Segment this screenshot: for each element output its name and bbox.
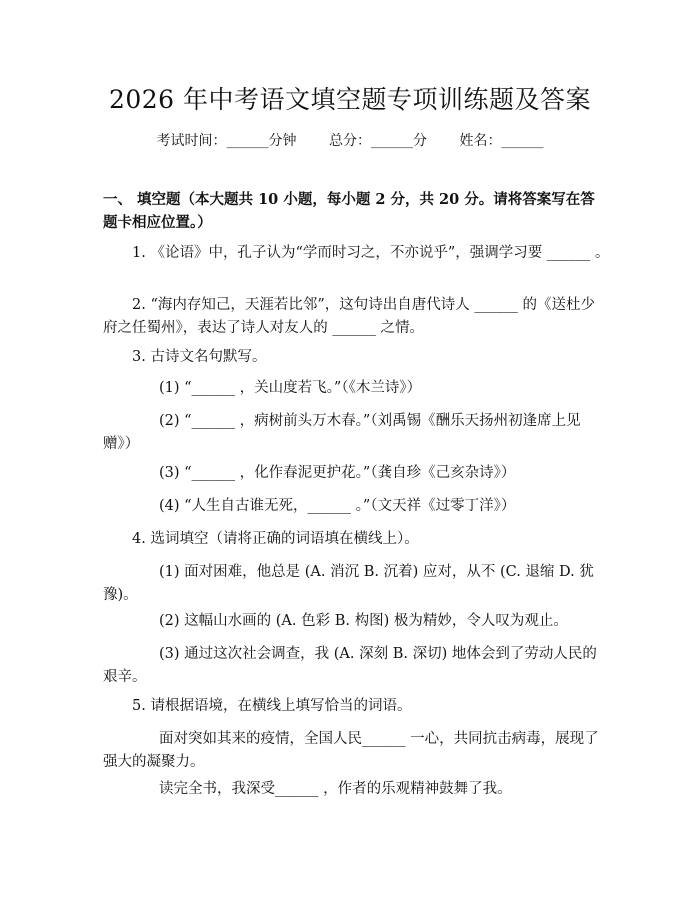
page-title: 2026 年中考语文填空题专项训练题及答案 [108, 85, 592, 114]
question-5-context-2: 读完全书，我深受______ ，作者的乐观精神鼓舞了我。 [159, 781, 512, 797]
section-heading: 一、 填空题（本大题共 10 小题，每小题 2 分，共 20 分。请将答案写在答题卡相应位置。） [103, 191, 595, 231]
question-3-4: (4) “人生自古谁无死，______ 。”（文天祥《过零丁洋》） [159, 498, 516, 514]
name-field: 姓名：______ [459, 133, 544, 149]
question-5-context-1: 面对突如其来的疫情，全国人民______ 一心，共同抗击病毒，展现了强大的凝聚力。 [103, 731, 599, 770]
question-2: 2. “海内存知己，天涯若比邻”，这句诗出自唐代诗人 ______ 的《送杜少府之任蜀州》，表达了诗人对友人的 ______ 之情。 [103, 297, 595, 336]
question-4-2: (2) 这幅山水画的 (A. 色彩 B. 构图) 极为精妙，令人叹为观止。 [159, 613, 568, 629]
question-4-1: (1) 面对困难，他总是 (A. 消沉 B. 沉着) 应对，从不 (C. 退缩 D. 犹豫)。 [103, 564, 594, 603]
question-3-1: (1) “______ ，关山度若飞。”（《木兰诗》） [159, 380, 422, 396]
exam-time-field: 考试时间：______分钟 [156, 133, 297, 149]
total-score-field: 总分：______分 [329, 133, 427, 149]
question-5: 5. 请根据语境，在横线上填写恰当的词语。 [132, 698, 412, 714]
question-3-2: (2) “______ ，病树前头万木春。”（刘禹锡《酬乐天扬州初逢席上见赠》） [103, 413, 581, 452]
exam-meta [0, 130, 700, 152]
question-3-3: (3) “______ ，化作春泥更护花。”（龚自珍《己亥杂诗》） [159, 465, 516, 481]
question-3: 3. 古诗文名句默写。 [132, 349, 267, 365]
question-4: 4. 选词填空（请将正确的词语填在横线上）。 [132, 531, 419, 547]
question-1: 1. 《论语》中，孔子认为“学而时习之，不亦说乎”，强调学习要 ______ 。 [132, 245, 610, 261]
question-4-3: (3) 通过这次社会调查，我 (A. 深刻 B. 深切) 地体会到了劳动人民的艰辛。 [103, 646, 597, 685]
